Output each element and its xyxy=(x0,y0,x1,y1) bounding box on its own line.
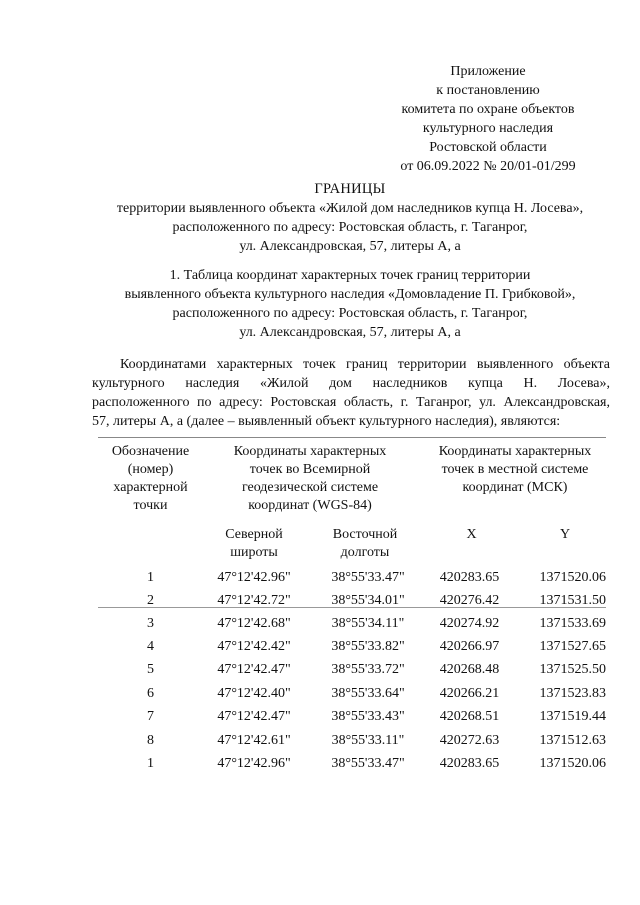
section-line: 1. Таблица координат характерных точек границ территории xyxy=(169,268,531,283)
section-title xyxy=(60,266,640,342)
latitude-value: 47°12'42.72" xyxy=(217,593,291,608)
y-value: 1371531.50 xyxy=(539,593,606,608)
point-number: 5 xyxy=(147,662,154,677)
latitude-value: 47°12'42.47" xyxy=(217,662,291,677)
header-text: (номер) xyxy=(127,462,174,477)
subheader-y xyxy=(520,526,610,544)
header-text: характерной xyxy=(113,480,188,495)
section-line: выявленного объекта культурного наследия «Домовладение П. Грибковой», xyxy=(124,287,576,302)
header-wgs84 xyxy=(205,443,415,515)
document-title xyxy=(60,180,640,256)
x-value: 420266.97 xyxy=(439,639,500,654)
y-value: 1371527.65 xyxy=(539,639,606,654)
latitude-value: 47°12'42.68" xyxy=(217,616,291,631)
header-text: Координаты характерных xyxy=(438,444,592,459)
appendix-line: от 06.09.2022 № 20/01-01/299 xyxy=(400,159,576,174)
longitude-value: 38°55'33.11" xyxy=(331,733,405,748)
table-top-border xyxy=(98,437,606,438)
y-value: 1371525.50 xyxy=(539,662,606,677)
y-value: 1371533.69 xyxy=(539,616,606,631)
intro-line: Координатами характерных точек границ территории выявленного объекта xyxy=(120,357,610,372)
header-text: точек во Всемирной xyxy=(249,462,371,477)
header-text: точек в местной системе xyxy=(441,462,589,477)
subheader-latitude xyxy=(205,526,303,562)
y-value: 1371520.06 xyxy=(539,756,606,771)
subheader-x xyxy=(430,526,513,544)
table-row xyxy=(98,684,606,707)
table-row xyxy=(98,660,606,683)
header-msk xyxy=(420,443,610,497)
latitude-value: 47°12'42.40" xyxy=(217,686,291,701)
x-value: 420283.65 xyxy=(439,570,500,585)
point-number: 4 xyxy=(147,639,154,654)
x-value: 420276.42 xyxy=(439,593,500,608)
title-line: расположенного по адресу: Ростовская область, г. Таганрог, xyxy=(172,220,528,235)
point-number: 3 xyxy=(147,616,154,631)
point-number: 2 xyxy=(147,593,154,608)
subheader-text: Y xyxy=(559,527,571,542)
longitude-value: 38°55'33.82" xyxy=(331,639,405,654)
intro-line: расположенного по адресу: Ростовская область, г. Таганрог, ул. Александровская, xyxy=(92,395,610,410)
longitude-value: 38°55'33.47" xyxy=(331,756,405,771)
title-heading: ГРАНИЦЫ xyxy=(314,181,386,197)
point-number: 1 xyxy=(147,756,154,771)
longitude-value: 38°55'33.64" xyxy=(331,686,405,701)
latitude-value: 47°12'42.96" xyxy=(217,570,291,585)
x-value: 420283.65 xyxy=(439,756,500,771)
y-value: 1371520.06 xyxy=(539,570,606,585)
table-row xyxy=(98,568,606,591)
latitude-value: 47°12'42.47" xyxy=(217,709,291,724)
point-number: 7 xyxy=(147,709,154,724)
title-line: территории выявленного объекта «Жилой дом наследников купца Н. Лосева», xyxy=(116,201,584,216)
x-value: 420274.92 xyxy=(439,616,500,631)
table-row xyxy=(98,754,606,777)
header-text: Обозначение xyxy=(111,444,190,459)
table-row xyxy=(98,731,606,754)
latitude-value: 47°12'42.96" xyxy=(217,756,291,771)
subheader-text: Восточной xyxy=(332,527,398,542)
longitude-value: 38°55'34.01" xyxy=(331,593,405,608)
point-number: 1 xyxy=(147,570,154,585)
subheader-text: X xyxy=(466,527,477,542)
latitude-value: 47°12'42.42" xyxy=(217,639,291,654)
subheader-text: долготы xyxy=(340,545,390,560)
longitude-value: 38°55'33.72" xyxy=(331,662,405,677)
header-point-number xyxy=(98,443,203,515)
point-number: 8 xyxy=(147,733,154,748)
header-text: точки xyxy=(133,498,168,513)
table-row xyxy=(98,614,606,637)
header-text: координат (WGS-84) xyxy=(248,498,372,513)
appendix-line: Ростовской области xyxy=(429,140,547,155)
section-line: расположенного по адресу: Ростовская область, г. Таганрог, xyxy=(172,306,528,321)
intro-line: культурного наследия «Жилой дом наследников купца Н. Лосева», xyxy=(92,376,610,391)
x-value: 420268.48 xyxy=(439,662,500,677)
latitude-value: 47°12'42.61" xyxy=(217,733,291,748)
intro-line: 57, литеры А, а (далее – выявленный объект культурного наследия), являются: xyxy=(92,414,561,429)
y-value: 1371519.44 xyxy=(539,709,606,724)
table-row xyxy=(98,637,606,660)
x-value: 420268.51 xyxy=(439,709,500,724)
subheader-text: широты xyxy=(230,545,278,560)
point-number: 6 xyxy=(147,686,154,701)
table-row xyxy=(98,591,606,614)
appendix-line: комитета по охране объектов xyxy=(401,102,575,117)
y-value: 1371523.83 xyxy=(539,686,606,701)
header-text: Координаты характерных xyxy=(233,444,387,459)
intro-paragraph xyxy=(92,355,610,431)
x-value: 420272.63 xyxy=(439,733,500,748)
x-value: 420266.21 xyxy=(439,686,500,701)
subheader-longitude xyxy=(317,526,413,562)
y-value: 1371512.63 xyxy=(539,733,606,748)
table-row xyxy=(98,707,606,730)
subheader-text: Северной xyxy=(225,527,283,542)
section-line: ул. Александровская, 57, литеры А, а xyxy=(239,325,461,340)
header-text: геодезической системе xyxy=(241,480,379,495)
header-text: координат (МСК) xyxy=(462,480,568,495)
longitude-value: 38°55'34.11" xyxy=(331,616,405,631)
appendix-line: Приложение xyxy=(450,64,526,79)
longitude-value: 38°55'33.47" xyxy=(331,570,405,585)
title-line: ул. Александровская, 57, литеры А, а xyxy=(239,239,461,254)
appendix-block xyxy=(378,62,598,176)
longitude-value: 38°55'33.43" xyxy=(331,709,405,724)
appendix-line: культурного наследия xyxy=(422,121,554,136)
appendix-line: к постановлению xyxy=(436,83,540,98)
